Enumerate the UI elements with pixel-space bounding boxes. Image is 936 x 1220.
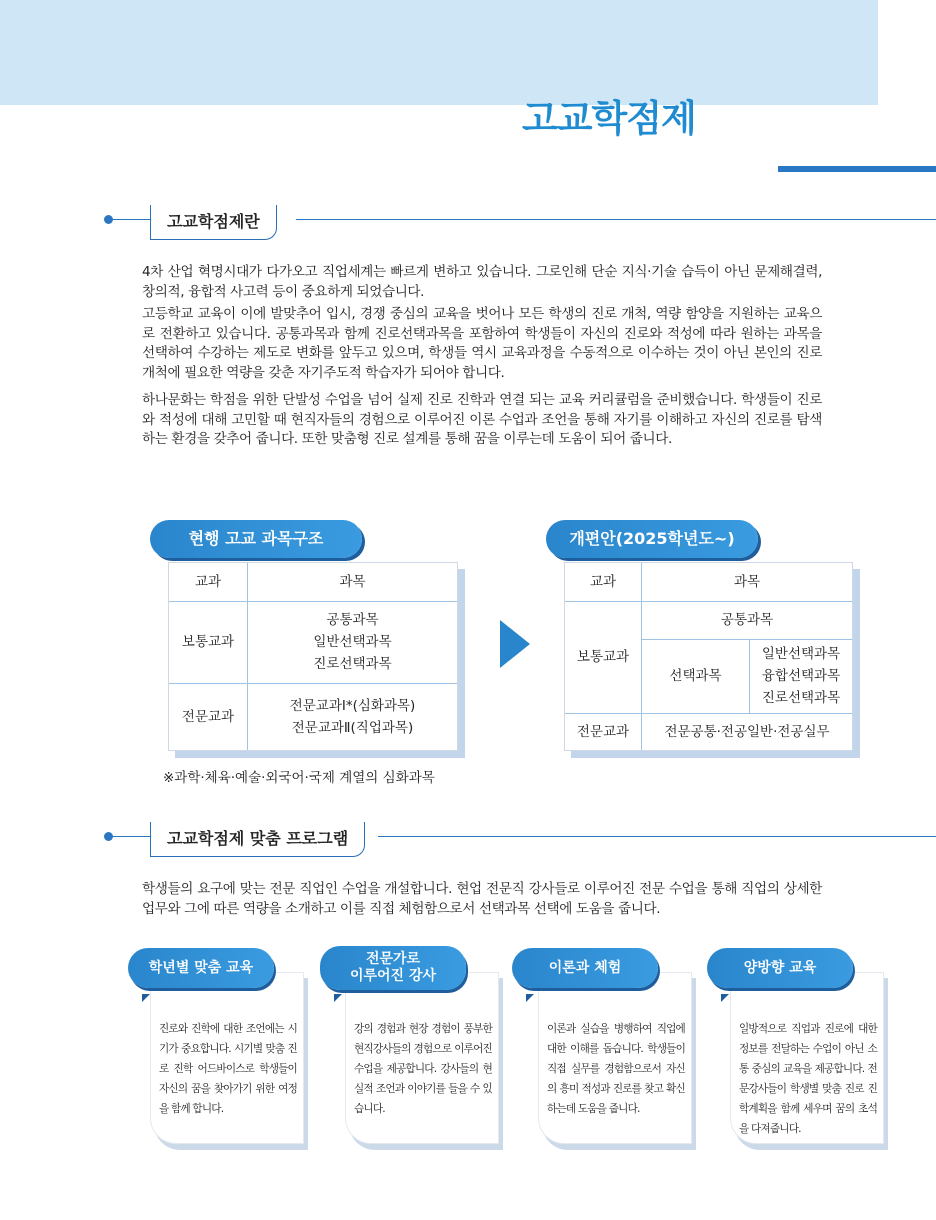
card-text: 강의 경험과 현장 경험이 풍부한 현직강사들의 경험으로 이루어진 수업을 제공합니다. 강사들의 현실적 조언과 이야기를 들을 수 있습니다. [354, 1023, 492, 1115]
table-cell: 보통교과 [169, 601, 248, 683]
reform-structure-table [564, 562, 853, 751]
card-title [512, 948, 658, 988]
pill-notch [526, 994, 534, 1002]
card-title-line: 학년별 맞춤 교육 [148, 959, 254, 976]
section2-header [0, 829, 936, 865]
title-rule [778, 166, 936, 172]
intro-paragraph-1: 4차 산업 혁명시대가 다가오고 직업세계는 빠르게 변하고 있습니다. 그로인해 단순 지식·기술 습득이 아닌 문제해결력, 창의적, 융합적 사고력 등이 중요하게 되었습니다. [142, 264, 822, 300]
program-card [345, 972, 499, 1144]
table-cell: 공통과목 [642, 601, 853, 639]
card-text: 진로와 진학에 대한 조언에는 시기가 중요합니다. 시기별 맞춤 진로 진학 어드바이스로 학생들이 자신의 꿈을 찾아가기 위한 여정을 함께 합니다. [159, 1023, 297, 1115]
table-cell: 전문교과 [565, 713, 642, 750]
table-cell [248, 684, 458, 750]
section-divider [296, 219, 936, 220]
intro-paragraph-3: 하나문화는 학점을 위한 단발성 수업을 넘어 실제 진로 진학과 연결 되는 교육 커리큘럼을 준비했습니다. 학생들이 진로와 적성에 대해 고민할 때 현직자들의 경험으로 이루어진 이론 수업과 조언을 통해 자기를 이해하고 자신의 진로를 탐색하는 환경을 갖추어 줍니다. 또한 맞춤형 진로 설계를 통해 꿈을 이루는데 도움이 되어 줍니다. [142, 392, 822, 447]
course-item: 진로선택과목 [761, 690, 841, 706]
arrow-right-icon [500, 620, 530, 668]
card-text: 일방적으로 직업과 진로에 대한 정보를 전달하는 수업이 아닌 소통 중심의 교육을 제공합니다. 전문강사들이 학생별 맞춤 진로 진학계획을 함께 세우며 꿈의 초석을 다져줍니다. [739, 1023, 877, 1135]
course-item: 전문교과Ⅰ*(심화과목) [289, 698, 416, 715]
table-cell: 선택과목 [642, 639, 750, 713]
current-structure-table [168, 562, 458, 751]
course-item: 일반선택과목 [761, 646, 841, 662]
program-card [538, 972, 692, 1144]
table-header: 과목 [248, 563, 458, 601]
reform-structure-title: 개편안(2025학년도~) [546, 520, 758, 558]
card-title-line: 양방향 교육 [743, 959, 817, 976]
footnote: ※과학·체육·예술·외국어·국제 계열의 심화과목 [163, 770, 435, 786]
course-item: 진로선택과목 [313, 656, 392, 673]
table-cell [750, 639, 853, 713]
pill-notch [721, 994, 729, 1002]
course-item: 융합선택과목 [761, 668, 841, 684]
header-band [0, 0, 878, 105]
table-header: 과목 [642, 563, 853, 601]
program-card [150, 972, 304, 1144]
page-title: 고교학점제 [522, 97, 696, 140]
card-title [128, 948, 274, 988]
card-text: 이론과 실습을 병행하여 직업에 대한 이해를 돕습니다. 학생들이 직접 실무를 경험함으로서 자신의 흥미 적성과 진로를 찾고 확신하는데 도움을 줍니다. [547, 1023, 685, 1115]
section-bullet-icon [104, 832, 113, 841]
card-title-line: 전문가로 [365, 951, 421, 967]
table-cell: 전문교과 [169, 684, 248, 750]
table-header: 교과 [565, 563, 642, 601]
card-title-line: 이론과 체험 [548, 959, 622, 976]
pill-notch [142, 994, 150, 1002]
section-divider [378, 836, 936, 837]
program-card [730, 972, 884, 1144]
program-paragraph: 학생들의 요구에 맞는 전문 직업인 수업을 개설합니다. 현업 전문직 강사들로 이루어진 전문 수업을 통해 직업의 상세한 업무와 그에 따른 역량을 소개하고 이를 직접 체험함으로서 선택과목 선택에 도움을 줍니다. [142, 881, 822, 917]
card-title-line: 이루어진 강사 [349, 968, 437, 984]
section1-heading: 고교학점제란 [150, 205, 277, 240]
table-header: 교과 [169, 563, 248, 601]
course-item: 전문교과Ⅱ(직업과목) [291, 720, 414, 737]
course-item: 공통과목 [326, 612, 379, 629]
table-cell: 보통교과 [565, 601, 642, 713]
intro-paragraph-2: 고등학교 교육이 이에 발맞추어 입시, 경쟁 중심의 교육을 벗어나 모든 학생의 진로 개척, 역량 함양을 지원하는 교육으로 전환하고 있습니다. 공통과목과 함께 진로선택과목을 포함하여 학생들이 자신의 진로와 적성에 따라 원하는 과목을 선택하여 수강하는 제도로 변화를 앞두고 있으며, 학생들 역시 교육과정을 수동적으로 이수하는 것이 아닌 본인의 진로 개척에 필요한 역량을 갖춘 자기주도적 학습자가 되어야 합니다. [142, 306, 822, 381]
table-cell: 전문공통·전공일반·전공실무 [642, 713, 853, 750]
current-structure-title: 현행 고교 과목구조 [150, 520, 362, 558]
section-bullet-icon [104, 215, 113, 224]
card-title [707, 948, 853, 988]
table-cell [248, 601, 458, 683]
section1-header [0, 212, 936, 248]
course-item: 일반선택과목 [313, 634, 392, 651]
section-divider [113, 836, 151, 837]
card-title [320, 946, 466, 990]
section2-heading: 고교학점제 맞춤 프로그램 [150, 822, 365, 857]
pill-notch [334, 994, 342, 1002]
section-divider [113, 219, 151, 220]
